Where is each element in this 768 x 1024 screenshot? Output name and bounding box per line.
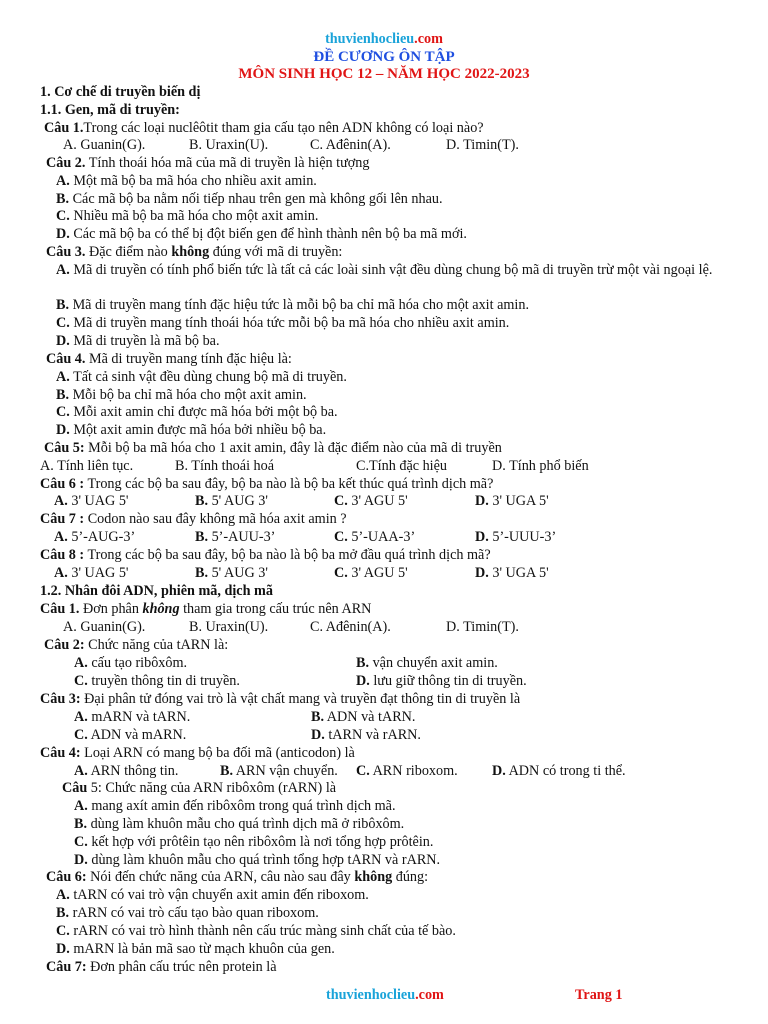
answer-b: B. Mã di truyền mang tính đặc hiệu tức là mỗi bộ ba chỉ mã hóa cho một axit amin. xyxy=(56,297,530,313)
question-text: Trong các loại nuclêôtit tham gia cấu tạo nên ADN không có loại nào? xyxy=(83,120,484,136)
answer-d: D. Mã di truyền là mã bộ ba. xyxy=(56,333,220,349)
question-text: Đơn phân cấu trúc nên protein là xyxy=(86,959,277,975)
answer-d: D. Timin(T). xyxy=(446,137,519,153)
question-label: Câu 3. xyxy=(46,244,86,260)
question-5 xyxy=(44,439,502,457)
answer-c: C. Mã di truyền mang tính thoái hóa tức mỗi bộ ba mã hóa cho nhiều axit amin. xyxy=(56,315,510,331)
question-8 xyxy=(40,546,491,564)
question-2 xyxy=(44,636,228,654)
question-3 xyxy=(40,690,520,708)
question-label: Câu 2. xyxy=(46,155,86,171)
question-label: Câu 4. xyxy=(46,351,86,367)
question-3: Câu 3. Đặc điểm nào không đúng với mã di truyền: xyxy=(46,244,343,260)
answer-b: B. Uraxin(U). xyxy=(189,619,269,635)
footer-site-domain: .com xyxy=(415,987,444,1003)
question-text: Trong các bộ ba sau đây, bộ ba nào là bộ ba kết thúc quá trình dịch mã? xyxy=(84,476,494,492)
answer-a: A. 3' UAG 5' xyxy=(54,565,129,581)
answer-c: C.Tính đặc hiệu xyxy=(356,458,448,474)
answer-d: D. 3' UGA 5' xyxy=(475,493,549,509)
answer-a: A. Guanin(G). xyxy=(63,619,146,635)
answer-b: B. 5’-AUU-3’ xyxy=(195,529,276,545)
answer-a: A. mang axít amin đến ribôxôm trong quá trình dịch mã. xyxy=(74,798,396,814)
answer-d: D. 3' UGA 5' xyxy=(475,565,549,581)
answer-b: B. Mỗi bộ ba chỉ mã hóa cho một axit amin. xyxy=(56,387,307,403)
question-text: Chức năng của tARN là: xyxy=(84,637,229,653)
answer-a: A. 5’-AUG-3’ xyxy=(54,529,136,545)
answer-c: C. Ađênin(A). xyxy=(310,137,391,153)
question-label: Câu 7: xyxy=(46,959,87,975)
question-label: Câu 8 : xyxy=(40,547,85,563)
answer-b: B. Uraxin(U). xyxy=(189,137,269,153)
answer-c: C. kết hợp với prôtêin tạo nên ribôxôm là nơi tổng hợp prôtêin. xyxy=(74,834,434,850)
answer-a: A. 3' UAG 5' xyxy=(54,493,129,509)
answer-b: B. ARN vận chuyển. xyxy=(220,763,338,779)
question-label: Câu 2: xyxy=(44,637,85,653)
answer-d: D. dùng làm khuôn mẫu cho quá trình tổng hợp tARN và rARN. xyxy=(74,852,441,868)
doc-title: ĐỀ CƯƠNG ÔN TẬP xyxy=(313,49,455,65)
answer-c: C. ARN riboxom. xyxy=(356,763,458,779)
question-1: Câu 1. Đơn phân không tham gia trong cấu trúc nên ARN xyxy=(40,601,372,617)
question-text: Tính thoái hóa mã của mã di truyền là hiện tượng xyxy=(85,155,370,171)
question-6 xyxy=(40,475,493,493)
answer-c: C. Nhiều mã bộ ba mã hóa cho một axit amin. xyxy=(56,208,319,224)
question-text: Loại ARN có mang bộ ba đối mã (anticodon) là xyxy=(80,745,355,761)
answer-b: B. ADN và tARN. xyxy=(311,709,416,725)
answer-d: D. tARN và rARN. xyxy=(311,727,421,743)
answer-d: D. Các mã bộ ba có thể bị đột biến gen để hình thành nên bộ ba mã mới. xyxy=(56,226,467,242)
question-5 xyxy=(62,779,336,797)
section-1-1-heading: 1.1. Gen, mã di truyền: xyxy=(40,102,180,118)
answer-a: A. Guanin(G). xyxy=(63,137,146,153)
question-label: Câu 6 : xyxy=(40,476,85,492)
answer-d: D. Tính phổ biến xyxy=(492,458,589,474)
question-label: Câu xyxy=(62,780,88,796)
question-text: Mã di truyền mang tính đặc hiệu là: xyxy=(85,351,292,367)
question-text: Đại phân tử đóng vai trò là vật chất mang và truyền đạt thông tin di truyền là xyxy=(80,691,521,707)
question-text: Mỗi bộ ba mã hóa cho 1 axit amin, đây là đặc điểm nào của mã di truyền xyxy=(84,440,502,456)
section-1-2-heading: 1.2. Nhân đôi ADN, phiên mã, dịch mã xyxy=(40,583,273,599)
question-label: Câu 3: xyxy=(40,691,81,707)
question-label: Câu 5: xyxy=(44,440,85,456)
question-7 xyxy=(40,510,347,528)
answer-c: C. Ađênin(A). xyxy=(310,619,391,635)
question-label: Câu 7 : xyxy=(40,511,85,527)
header-site-domain: .com xyxy=(414,31,443,47)
answer-c: C. truyền thông tin di truyền. xyxy=(74,673,240,689)
answer-d: D. mARN là bản mã sao từ mạch khuôn của gen. xyxy=(56,941,335,957)
doc-subtitle: MÔN SINH HỌC 12 – NĂM HỌC 2022-2023 xyxy=(238,66,530,82)
answer-a: A. mARN và tARN. xyxy=(74,709,191,725)
question-7 xyxy=(46,958,277,976)
question-6: Câu 6: Nói đến chức năng của ARN, câu nào sau đây không đúng: xyxy=(46,869,429,885)
answer-c: C. rARN có vai trò hình thành nên cấu trúc màng sinh chất của tế bào. xyxy=(56,923,456,939)
answer-b: B. 5' AUG 3' xyxy=(195,565,268,581)
answer-c: C. ADN và mARN. xyxy=(74,727,187,743)
header-site xyxy=(0,30,768,48)
answer-a: A. Mã di truyền có tính phổ biến tức là tất cả các loài sinh vật đều dùng chung bộ mã di truyền trừ một vài ngoại lệ. xyxy=(56,262,713,278)
question-1 xyxy=(44,119,484,137)
answer-d: D. Timin(T). xyxy=(446,619,519,635)
answer-c: C. 3' AGU 5' xyxy=(334,565,408,581)
answer-c: C. 3' AGU 5' xyxy=(334,493,408,509)
answer-d: D. lưu giữ thông tin di truyền. xyxy=(356,673,527,689)
question-label: Câu 6: xyxy=(46,869,87,885)
answer-c: C. Mỗi axit amin chỉ được mã hóa bởi một bộ ba. xyxy=(56,404,338,420)
answer-b: B. Các mã bộ ba nằm nối tiếp nhau trên gen mà không gối lên nhau. xyxy=(56,191,443,207)
question-4 xyxy=(40,744,355,762)
section-1-heading: 1. Cơ chế di truyền biến dị xyxy=(40,84,201,100)
question-4 xyxy=(46,350,292,368)
page-number: Trang 1 xyxy=(575,987,623,1003)
question-text: Trong các bộ ba sau đây, bộ ba nào là bộ ba mở đầu quá trình dịch mã? xyxy=(84,547,491,563)
answer-b: B. 5' AUG 3' xyxy=(195,493,268,509)
answer-d: D. ADN có trong ti thể. xyxy=(492,763,626,779)
footer-site-name: thuvienhoclieu xyxy=(326,987,416,1003)
question-text: 5: Chức năng của ARN ribôxôm (rARN) là xyxy=(87,780,337,796)
header-site-name: thuvienhoclieu xyxy=(325,31,415,47)
answer-b: B. Tính thoái hoá xyxy=(175,458,275,474)
answer-c: C. 5’-UAA-3’ xyxy=(334,529,416,545)
answer-a: A. tARN có vai trò vận chuyển axit amin đến riboxom. xyxy=(56,887,369,903)
question-label: Câu 1. xyxy=(40,601,80,617)
answer-b: B. vận chuyển axit amin. xyxy=(356,655,498,671)
answer-b: B. rARN có vai trò cấu tạo bào quan riboxom. xyxy=(56,905,319,921)
answer-a: A. Một mã bộ ba mã hóa cho nhiều axit amin. xyxy=(56,173,317,189)
answer-a: A. Tất cả sinh vật đều dùng chung bộ mã di truyền. xyxy=(56,369,347,385)
question-label: Câu 1. xyxy=(44,120,84,136)
answer-a: A. Tính liên tục. xyxy=(40,458,134,474)
answer-d: D. 5’-UUU-3’ xyxy=(475,529,557,545)
question-label: Câu 4: xyxy=(40,745,81,761)
answer-b: B. dùng làm khuôn mẫu cho quá trình dịch mã ở ribôxôm. xyxy=(74,816,405,832)
question-2 xyxy=(46,154,369,172)
footer-site xyxy=(326,986,444,1004)
answer-d: D. Một axit amin được mã hóa bởi nhiều bộ ba. xyxy=(56,422,327,438)
question-text: Codon nào sau đây không mã hóa axit amin ? xyxy=(84,511,347,527)
answer-a: A. cấu tạo ribôxôm. xyxy=(74,655,188,671)
answer-a: A. ARN thông tin. xyxy=(74,763,179,779)
